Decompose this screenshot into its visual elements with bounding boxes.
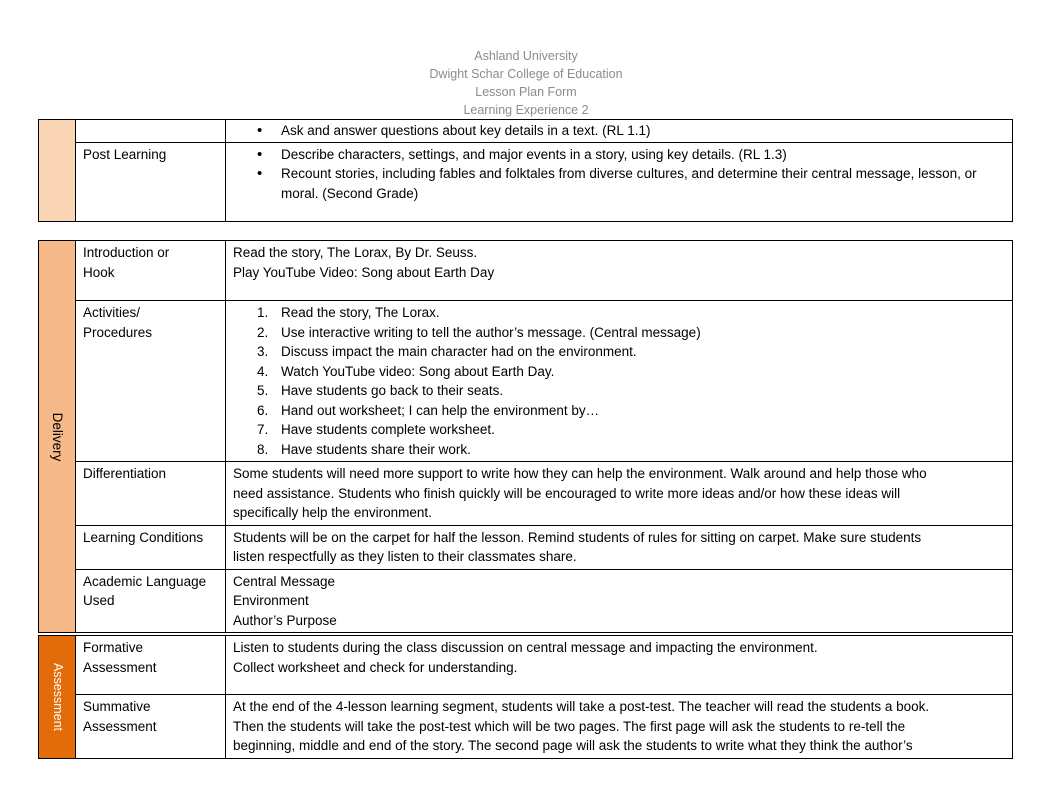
differentiation-label: Differentiation	[76, 462, 226, 526]
activity-item	[257, 362, 1005, 382]
activity-text: Use interactive writing to tell the author’s message. (Central message)	[281, 324, 701, 340]
formative-label-line: Assessment	[83, 659, 157, 675]
formative-line: Listen to students during the class discussion on central message and impacting the environment.	[233, 640, 818, 655]
conditions-label: Learning Conditions	[76, 525, 226, 569]
activity-text: Watch YouTube video: Song about Earth Day.	[281, 363, 555, 379]
post-learning-cell	[226, 142, 1013, 221]
conditions-cell	[226, 525, 1013, 569]
activities-label-line: Activities/	[83, 305, 141, 320]
formative-label	[76, 636, 226, 695]
activity-item	[257, 303, 1005, 323]
standard-item: • Ask and answer questions about key details in a text. (RL 1.1)	[281, 121, 1005, 141]
summative-line: Then the students will take the post-test which will be two pages. The first page will ask the students to re-tell the	[233, 718, 906, 734]
delivery-side-strip	[39, 241, 76, 633]
intro-cell	[226, 241, 1013, 301]
language-label-line: Used	[83, 593, 115, 608]
summative-label	[76, 695, 226, 759]
summative-line: beginning, middle and end of the story. The second page will ask the students to write what they think the author’s	[233, 738, 913, 753]
activity-number: 7.	[257, 422, 269, 437]
language-label-line: Academic Language	[83, 573, 207, 589]
intro-label	[76, 241, 226, 301]
intro-label-line: Introduction or	[83, 245, 170, 260]
standard-item: • Recount stories, including fables and folktales from diverse cultures, and determine their central message, lesson, or moral. (Second Grade)	[281, 164, 1005, 203]
university-name: Ashland University	[474, 49, 578, 63]
assessment-table	[38, 635, 1013, 759]
differentiation-cell	[226, 462, 1013, 526]
activity-number: 3.	[257, 344, 269, 359]
standard-item: • Describe characters, settings, and major events in a story, using key details. (RL 1.3)	[281, 145, 1005, 165]
summative-label-line: Assessment	[83, 718, 157, 734]
differentiation-line: need assistance. Students who finish quickly will be encouraged to write more ideas and/or how these ideas will	[233, 485, 901, 501]
delivery-table	[38, 240, 1013, 633]
activities-label	[76, 301, 226, 462]
intro-line: Play YouTube Video: Song about Earth Day	[233, 264, 495, 280]
conditions-line: Students will be on the carpet for half the lesson. Remind students of rules for sitting on carpet. Make sure students	[233, 529, 922, 545]
activity-text: Have students share their work.	[281, 441, 471, 457]
row-label-empty	[76, 120, 226, 143]
differentiation-line: Some students will need more support to write how they can help the environment. Walk around and help those who	[233, 466, 927, 481]
section-side-strip	[39, 120, 76, 222]
college-name: Dwight Schar College of Education	[429, 67, 623, 81]
conditions-line: listen respectfully as they listen to their classmates share.	[233, 549, 577, 564]
language-line: Environment	[233, 593, 309, 608]
language-line: Author’s Purpose	[233, 612, 337, 628]
experience-title: Learning Experience 2	[463, 103, 589, 117]
activity-item	[257, 420, 1005, 440]
standards-table	[38, 119, 1013, 222]
form-title: Lesson Plan Form	[475, 85, 577, 99]
activity-item	[257, 342, 1005, 362]
standards-first-cell	[226, 120, 1013, 143]
activity-text: Have students go back to their seats.	[281, 383, 504, 398]
formative-cell	[226, 636, 1013, 695]
activity-text: Hand out worksheet; I can help the environment by…	[281, 402, 600, 418]
language-label	[76, 569, 226, 633]
assessment-section-label: Assessment	[50, 662, 65, 731]
form-header	[0, 47, 1052, 119]
activity-number: 2.	[257, 324, 269, 340]
activity-item	[257, 381, 1005, 401]
summative-cell	[226, 695, 1013, 759]
activity-item	[257, 323, 1005, 343]
assessment-side-strip	[39, 636, 76, 759]
activity-text: Discuss impact the main character had on the environment.	[281, 344, 637, 359]
standards-list-1	[233, 121, 1005, 141]
activity-number: 6.	[257, 402, 269, 418]
language-line: Central Message	[233, 573, 336, 589]
post-learning-list	[233, 145, 1005, 204]
activity-number: 8.	[257, 441, 269, 457]
activities-label-line: Procedures	[83, 324, 153, 340]
intro-label-line: Hook	[83, 264, 115, 280]
activity-item	[257, 440, 1005, 460]
activities-cell	[226, 301, 1013, 462]
summative-line: At the end of the 4-lesson learning segment, students will take a post-test. The teacher will read the students a book.	[233, 699, 930, 714]
activity-item	[257, 401, 1005, 421]
activity-number: 4.	[257, 363, 269, 379]
differentiation-line: specifically help the environment.	[233, 505, 432, 520]
formative-label-line: Formative	[83, 640, 144, 655]
intro-line: Read the story, The Lorax, By Dr. Seuss.	[233, 245, 478, 260]
activity-text: Have students complete worksheet.	[281, 422, 495, 437]
delivery-section-label: Delivery	[49, 412, 65, 461]
summative-label-line: Summative	[83, 699, 151, 714]
activity-number: 5.	[257, 383, 269, 398]
language-cell	[226, 569, 1013, 633]
formative-line: Collect worksheet and check for understanding.	[233, 659, 518, 675]
activity-number: 1.	[257, 305, 269, 320]
activity-text: Read the story, The Lorax.	[281, 305, 440, 320]
activities-list	[233, 303, 1005, 459]
post-learning-label: Post Learning	[76, 142, 226, 221]
